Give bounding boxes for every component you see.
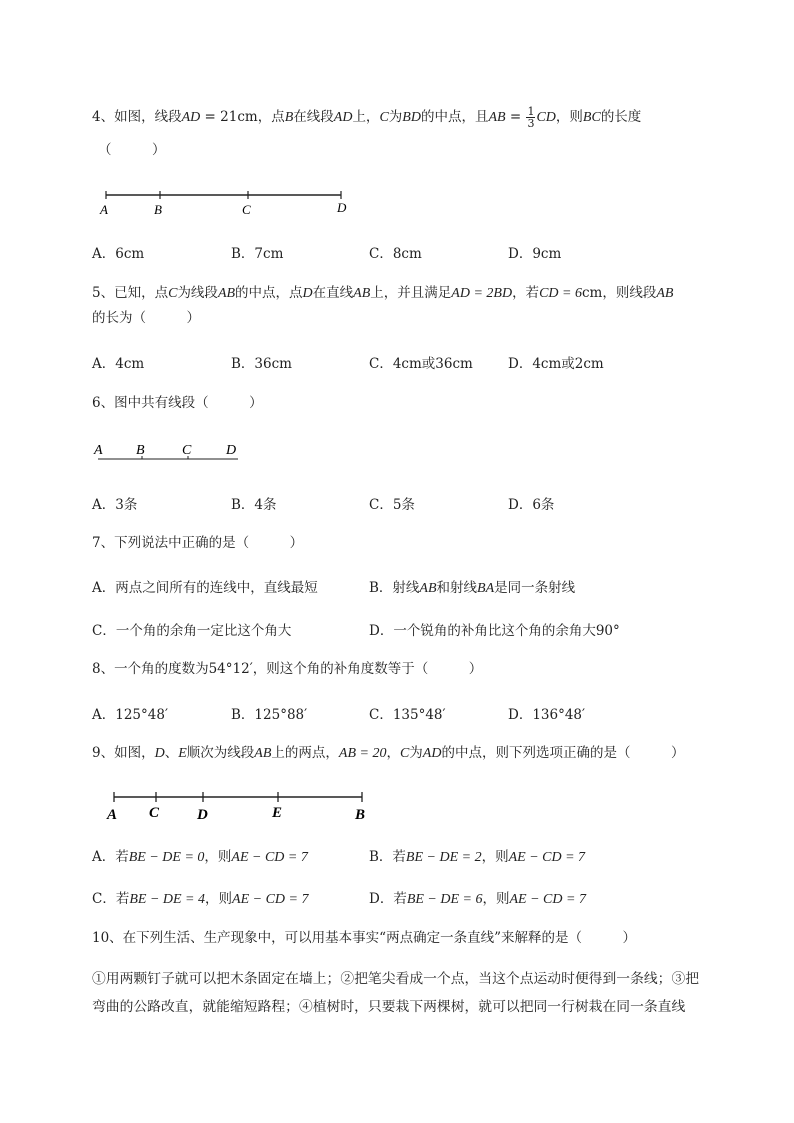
fig9-label-b: B	[355, 807, 366, 823]
question-10-line1: ①用两颗钉子就可以把木条固定在墙上；②把笔尖看成一个点，当这个点运动时便得到一条线；③把	[92, 971, 700, 987]
fig4-label-c: C	[242, 202, 251, 217]
question-6-stem: 6、图中共有线段（ ）	[92, 395, 263, 411]
fig9-label-e: E	[272, 805, 283, 821]
fig9-label-d: D	[197, 807, 208, 823]
fig6-label-a: A	[94, 443, 103, 458]
q5-option-b: B．36cm	[231, 356, 292, 372]
question-9-stem: 9、如图，D、E顺次为线段AB上的两点，AB = 20，C为AD的中点，则下列选项正确的是（ ）	[92, 745, 685, 761]
fig9-label-c: C	[149, 805, 160, 821]
question-4-figure	[96, 186, 356, 218]
question-6-figure	[92, 438, 252, 464]
q8-option-c: C．135°48′	[369, 707, 446, 723]
question-5-line2: 的长为（ ）	[92, 310, 200, 326]
q5-option-a: A．4cm	[92, 356, 145, 372]
fig6-label-d: D	[226, 443, 237, 458]
question-8-stem: 8、一个角的度数为54°12′，则这个角的补角度数等于（ ）	[92, 661, 483, 677]
question-5-stem: 5、已知，点C为线段AB的中点，点D在直线AB上，并且满足AD = 2BD，若CD = 6cm，则线段AB	[92, 285, 674, 301]
fig4-label-b: B	[154, 202, 162, 217]
q7-option-b: B．射线AB和射线BA是同一条射线	[369, 580, 576, 596]
fraction-one-third: $\frac{1}{3}$	[527, 105, 535, 130]
q9-option-a: A．若BE − DE = 0，则AE − CD = 7	[92, 849, 308, 865]
q9-option-b: B．若BE − DE = 2，则AE − CD = 7	[369, 849, 586, 865]
fig4-label-d: D	[337, 200, 347, 215]
q5-option-c: C．4cm或36cm	[369, 356, 473, 372]
question-7-stem: 7、下列说法中正确的是（ ）	[92, 535, 304, 551]
q4-option-d: D．9cm	[508, 246, 562, 262]
q4-option-c: C．8cm	[369, 246, 422, 262]
fig4-label-a: A	[100, 202, 108, 217]
question-4-paren: （ ）	[98, 142, 166, 158]
question-4-stem: 4、如图，线段AD = 21cm，点B在线段AD上，C为BD的中点，且AB = $\frac{1}{3}$ CD，则BC的长度	[92, 105, 642, 130]
q6-option-a: A．3条	[92, 497, 138, 513]
q7-option-d: D．一个锐角的补角比这个角的余角大90°	[369, 623, 620, 639]
q7-option-c: C．一个角的余角一定比这个角大	[92, 623, 292, 639]
q7-option-a: A．两点之间所有的连线中，直线最短	[92, 580, 318, 596]
q9-option-c: C．若BE − DE = 4，则AE − CD = 7	[92, 891, 309, 907]
q6-option-b: B．4条	[231, 497, 277, 513]
q6-option-c: C．5条	[369, 497, 415, 513]
question-9-figure	[100, 788, 380, 824]
q4-option-a: A．6cm	[92, 246, 145, 262]
q9-option-d: D．若BE − DE = 6，则AE − CD = 7	[369, 891, 586, 907]
q8-option-a: A．125°48′	[92, 707, 169, 723]
fig9-label-a: A	[107, 807, 118, 823]
q5-option-d: D．4cm或2cm	[508, 356, 604, 372]
fig6-label-c: C	[182, 443, 192, 458]
fig6-label-b: B	[136, 443, 145, 458]
question-10-stem: 10、在下列生活、生产现象中，可以用基本事实“两点确定一条直线”来解释的是（ ）	[92, 930, 636, 946]
question-10-line2: 弯曲的公路改直，就能缩短路程；④植树时，只要栽下两棵树，就可以把同一行树栽在同一条直线	[92, 999, 686, 1015]
q6-option-d: D．6条	[508, 497, 555, 513]
q8-option-b: B．125°88′	[231, 707, 308, 723]
q4-option-b: B．7cm	[231, 246, 284, 262]
q8-option-d: D．136°48′	[508, 707, 586, 723]
